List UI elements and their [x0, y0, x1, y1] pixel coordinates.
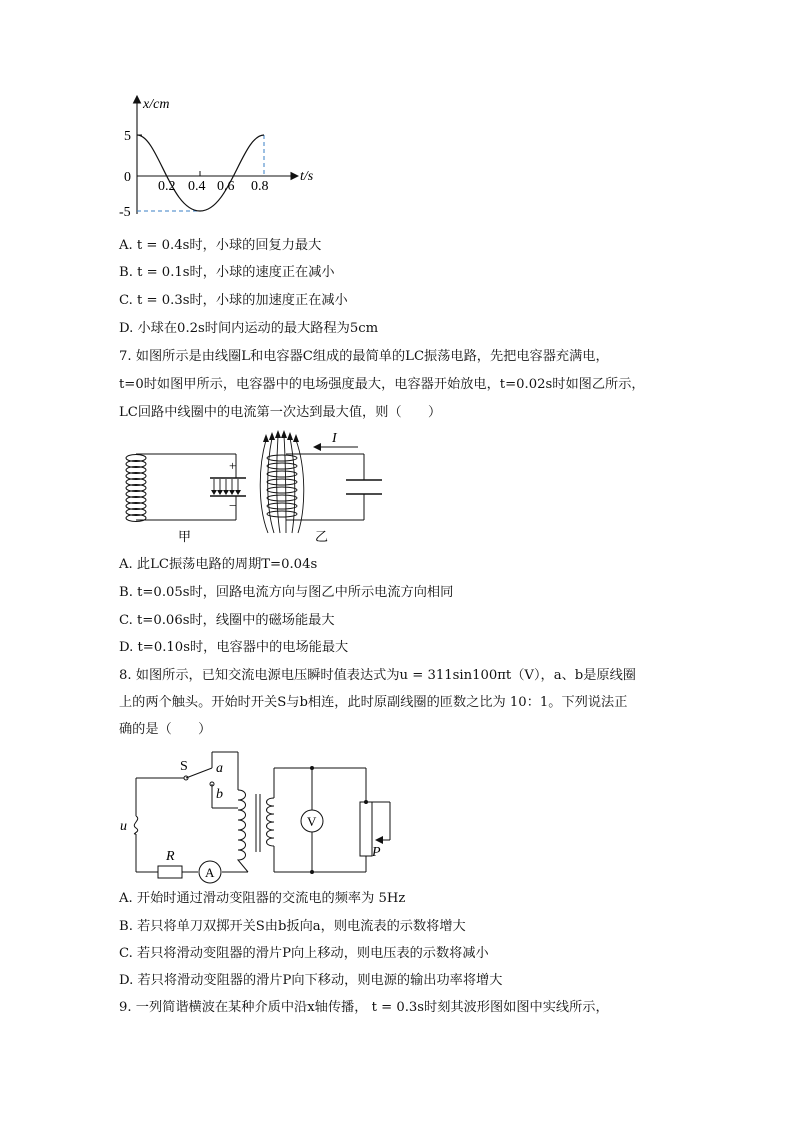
y-tick-0: 0 — [124, 170, 131, 185]
q8-option-c: C. 若只将滑动变阻器的滑片P向上移动，则电压表的示数将减小 — [119, 946, 489, 961]
primary-coil — [238, 790, 248, 872]
x-axis-label: t/s — [300, 169, 314, 184]
resistor — [158, 866, 182, 878]
svg-text:V: V — [307, 814, 317, 829]
q8-stem-line-2: 上的两个触头。开始时开关S与b相连，此时原副线圈的匝数之比为 10：1。下列说法正 — [119, 695, 628, 710]
circuit-jia — [126, 454, 246, 544]
q7-stem-line-1: 7. 如图所示是由线圈L和电容器C组成的最简单的LC振荡电路，先把电容器充满电， — [119, 349, 609, 364]
lc-circuit-figure — [118, 428, 398, 548]
q7-option-c: C. t=0.06s时，线圈中的磁场能最大 — [119, 613, 335, 628]
q6-option-d: D. 小球在0.2s时间内运动的最大路程为5cm — [119, 321, 379, 336]
x-tick-04: 0.4 — [188, 179, 206, 194]
circuit-yi — [260, 430, 382, 544]
q6-option-a: A. t = 0.4s时，小球的回复力最大 — [119, 238, 322, 253]
resistor-label: R — [166, 849, 175, 864]
q8-option-d: D. 若只将滑动变阻器的滑片P向下移动，则电源的输出功率将增大 — [119, 973, 503, 988]
q7-stem-line-2: t=0时如图甲所示，电容器中的电场强度最大，电容器开始放电，t=0.02s时如图乙所示， — [119, 377, 645, 392]
q9-stem-line-1: 9. 一列简谐横波在某种介质中沿x轴传播， t = 0.3s时刻其波形图如图中实线所示， — [119, 1000, 609, 1015]
y-axis-label: x/cm — [143, 97, 170, 112]
q7-option-d: D. t=0.10s时，电容器中的电场能最大 — [119, 640, 349, 655]
minus-sign: − — [229, 498, 237, 513]
rheostat — [360, 802, 372, 856]
q8-stem-line-1: 8. 如图所示，已知交流电源电压瞬时值表达式为u = 311sin100πt（V），a、b是原线圈 — [119, 668, 636, 683]
svg-text:A: A — [205, 865, 215, 880]
q6-option-b: B. t = 0.1s时，小球的速度正在减小 — [119, 265, 335, 280]
transformer-circuit — [114, 748, 404, 884]
slider-label: P — [372, 845, 381, 860]
q8-option-a: A. 开始时通过滑动变阻器的交流电的频率为 5Hz — [119, 891, 406, 906]
x-tick-02: 0.2 — [158, 179, 176, 194]
y-tick-5: 5 — [124, 129, 131, 144]
plus-sign: + — [229, 458, 237, 473]
label-jia: 甲 — [178, 529, 192, 544]
source-label: u — [120, 819, 127, 834]
q6-option-c: C. t = 0.3s时，小球的加速度正在减小 — [119, 293, 348, 308]
coil-yi — [260, 436, 304, 533]
contact-a-label: a — [216, 761, 223, 776]
q7-stem-line-3: LC回路中线圈中的电流第一次达到最大值，则（ ） — [119, 405, 442, 420]
switch-label: S — [180, 759, 188, 774]
xt-graph — [110, 92, 350, 224]
q8-stem-line-3: 确的是（ ） — [119, 722, 212, 737]
q7-option-b: B. t=0.05s时，回路电流方向与图乙中所示电流方向相同 — [119, 585, 454, 600]
contact-b-label: b — [216, 787, 223, 802]
y-tick-neg5: -5 — [119, 205, 131, 220]
q7-option-a: A. 此LC振荡电路的周期T=0.04s — [119, 557, 318, 572]
label-yi: 乙 — [315, 529, 329, 544]
coil-jia — [126, 455, 146, 522]
ac-source — [134, 816, 137, 834]
secondary-coil — [267, 798, 275, 846]
current-label: I — [332, 431, 337, 446]
q8-option-b: B. 若只将单刀双掷开关S由b扳向a，则电流表的示数将增大 — [119, 919, 466, 934]
x-tick-08: 0.8 — [251, 179, 269, 194]
x-tick-06: 0.6 — [217, 179, 235, 194]
